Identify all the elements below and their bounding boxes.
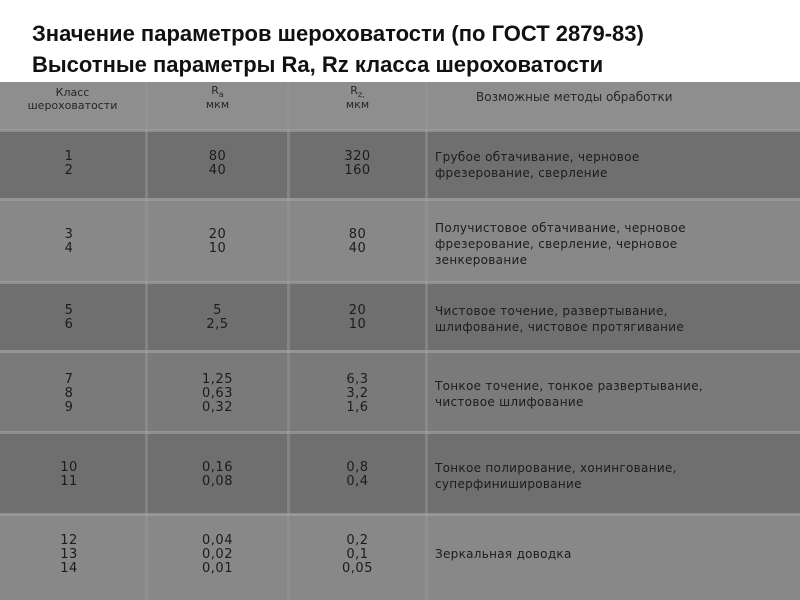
- row-3-methods: Чистовое точение, развертывание, шлифование, чистовое протягивание: [435, 304, 685, 334]
- row-4-classes: 7 8 9: [64, 372, 74, 415]
- row-2-classes: 3 4: [64, 227, 74, 256]
- slide-title: [32, 18, 792, 80]
- roughness-table: [0, 82, 800, 600]
- row-4-ra: 1,25 0,63 0,32: [202, 372, 233, 415]
- row-2-ra: 20 10: [208, 227, 227, 256]
- row-4-rz: 6,3 3,2 1,6: [346, 372, 369, 415]
- row-divider: [0, 129, 800, 132]
- row-1-ra: 80 40: [208, 149, 227, 178]
- header-class: Класс шероховатости: [27, 86, 118, 112]
- ra-unit: мкм: [205, 98, 230, 111]
- col-divider: [425, 82, 428, 600]
- row-divider: [0, 198, 800, 201]
- title-line-1: Значение параметров шероховатости (по ГОСТ 2879-83): [32, 21, 644, 46]
- header-methods: Возможные методы обработки: [476, 90, 673, 104]
- row-divider: [0, 281, 800, 284]
- ra-symbol: R: [211, 84, 219, 97]
- row-1-classes: 1 2: [64, 149, 74, 178]
- row-6-rz: 0,2 0,1 0,05: [342, 533, 373, 576]
- row-divider: [0, 350, 800, 353]
- row-6-classes: 12 13 14: [60, 533, 78, 576]
- rz-subscript: z,: [357, 90, 365, 99]
- row-5-ra: 0,16 0,08: [202, 460, 233, 489]
- rz-unit: мкм: [345, 98, 370, 111]
- row-3-rz: 20 10: [348, 303, 367, 332]
- row-1-methods: Грубое обтачивание, черновое фрезерование, сверление: [435, 150, 640, 180]
- row-3-ra: 5 2,5: [206, 303, 229, 332]
- rz-symbol: R: [350, 84, 358, 97]
- header-rz: [290, 84, 425, 111]
- row-5-methods: Тонкое полирование, хонингование, суперфиниширование: [435, 461, 677, 491]
- row-divider: [0, 431, 800, 434]
- row-3-classes: 5 6: [64, 303, 74, 332]
- ra-subscript: a: [218, 90, 224, 99]
- row-5-classes: 10 11: [60, 460, 78, 489]
- row-2-methods: Получистовое обтачивание, черновое фрезерование, сверление, черновое зенкерование: [435, 221, 686, 267]
- header-ra: [148, 84, 287, 111]
- row-divider: [0, 513, 800, 516]
- row-6-methods: Зеркальная доводка: [435, 547, 572, 561]
- row-2-rz: 80 40: [348, 227, 367, 256]
- row-6-ra: 0,04 0,02 0,01: [202, 533, 233, 576]
- row-4-methods: Тонкое точение, тонкое развертывание, чистовое шлифование: [435, 379, 703, 409]
- title-line-2: Высотные параметры Ra, Rz класса шероховатости: [32, 52, 604, 77]
- row-5-rz: 0,8 0,4: [346, 460, 369, 489]
- row-1-rz: 320 160: [344, 149, 371, 178]
